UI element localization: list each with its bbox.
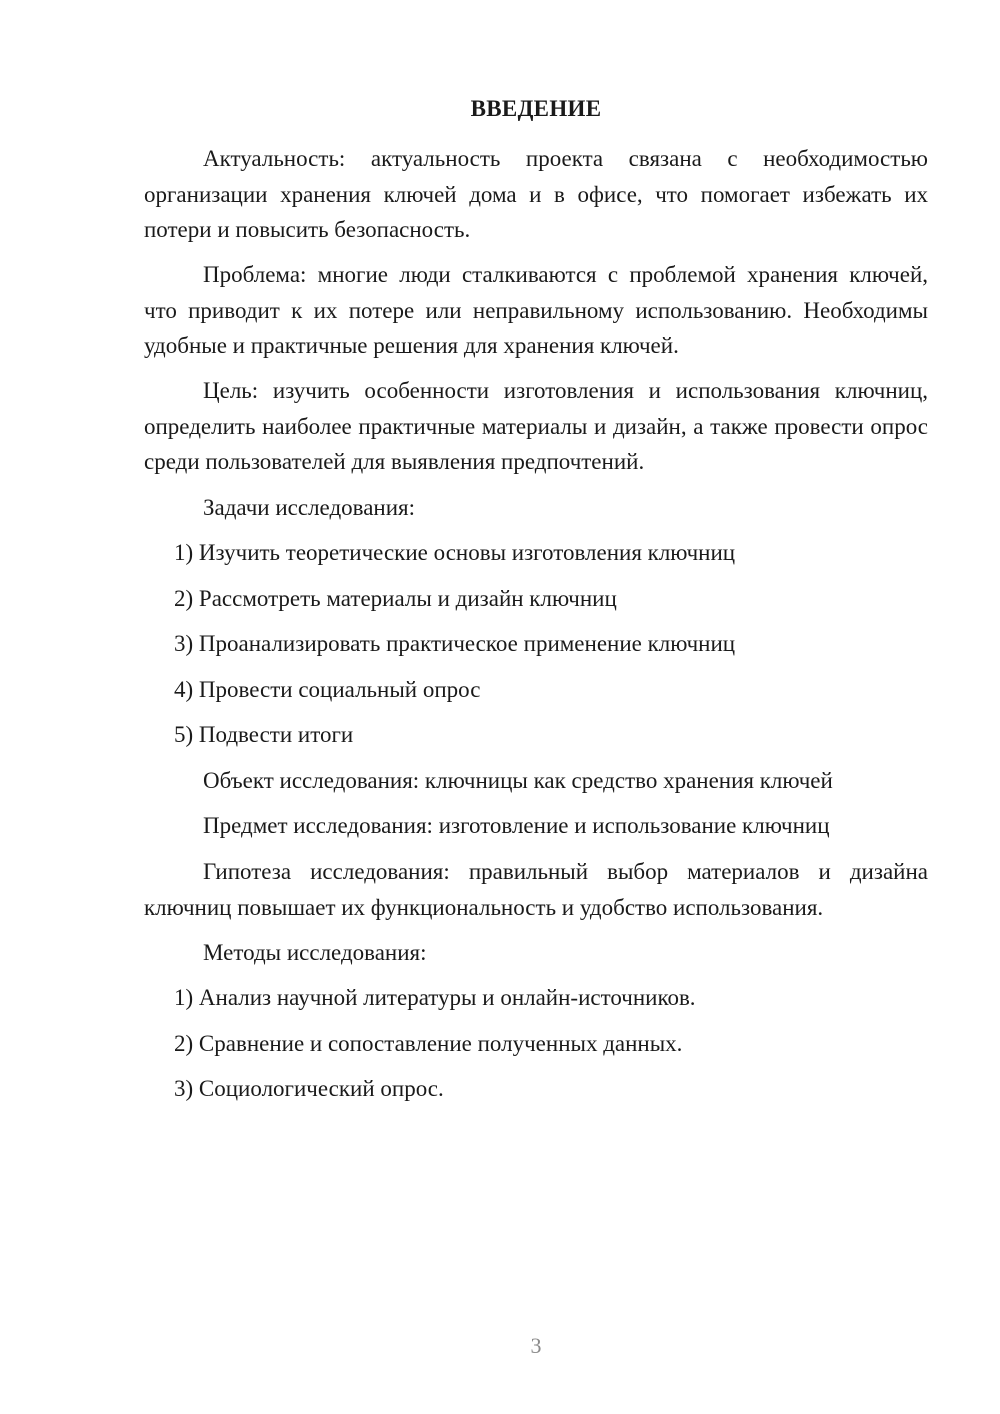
task-item-5: 5) Подвести итоги bbox=[174, 722, 354, 747]
task-item-1: 1) Изучить теоретические основы изготовления ключниц bbox=[174, 540, 736, 565]
page-number: 3 bbox=[530, 1333, 542, 1358]
goal-paragraph: Цель: изучить особенности изготовления и использования ключниц, определить наиболее практичные материалы и дизайн, а также провести опрос среди пользователей для выявления предпочтений. bbox=[144, 378, 928, 474]
method-item-2: 2) Сравнение и сопоставление полученных данных. bbox=[174, 1031, 683, 1056]
research-object: Объект исследования: ключницы как средство хранения ключей bbox=[203, 768, 833, 793]
hypothesis-paragraph: Гипотеза исследования: правильный выбор материалов и дизайна ключниц повышает их функциональность и удобство использования. bbox=[144, 859, 928, 920]
tasks-label: Задачи исследования: bbox=[203, 495, 416, 520]
problem-paragraph: Проблема: многие люди сталкиваются с проблемой хранения ключей, что приводит к их потере или неправильному использованию. Необходимы удобные и практичные решения для хранения ключей. bbox=[144, 262, 928, 358]
relevance-paragraph: Актуальность: актуальность проекта связана с необходимостью организации хранения ключей дома и в офисе, что помогает избежать их потери и повысить безопасность. bbox=[144, 146, 928, 242]
task-item-4: 4) Провести социальный опрос bbox=[174, 677, 481, 702]
methods-label: Методы исследования: bbox=[203, 940, 427, 965]
section-heading: ВВЕДЕНИЕ bbox=[470, 96, 602, 121]
research-subject: Предмет исследования: изготовление и использование ключниц bbox=[203, 813, 830, 838]
method-item-3: 3) Социологический опрос. bbox=[174, 1076, 444, 1101]
task-item-3: 3) Проанализировать практическое применение ключниц bbox=[174, 631, 736, 656]
method-item-1: 1) Анализ научной литературы и онлайн-источников. bbox=[174, 985, 696, 1010]
task-item-2: 2) Рассмотреть материалы и дизайн ключниц bbox=[174, 586, 617, 611]
